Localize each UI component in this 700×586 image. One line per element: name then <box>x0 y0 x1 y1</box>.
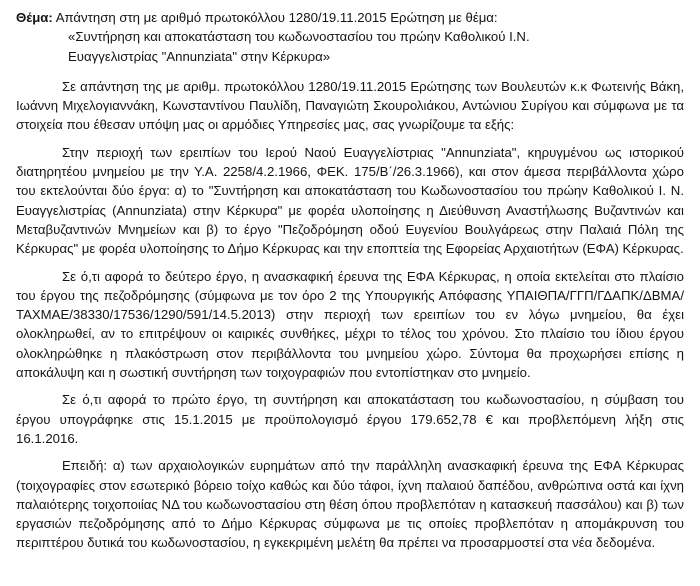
spacer-3 <box>16 259 684 267</box>
paragraph-3: Σε ό,τι αφορά το δεύτερο έργο, η ανασκαφική έρευνα της ΕΦΑ Κέρκυρας, η οποία εκτελείται στο πλαίσιο του έργου της πεζοδρόμησης (σύμφωνα με τον όρο 2 της Υπουργικής Απόφασης ΥΠΑΙΘΠΑ/ΓΓΠ/ΓΔΑΠΚ/ΔΒΜΑ/ΤΑΧΜΑΕ/38330/17536/1290/591/14.5.2013) στην περιοχή των ερειπίων του εν λόγω μνημείου, θα έχει ολοκληρωθεί, αν το επιτρέψουν οι καιρικές συνθήκες, μέχρι το τέλος του χρόνου. Στο πλαίσιο του ίδιου έργου ολοκληρώθηκε η πλακόστρωση στον περιβάλλοντα του μνημείου χώρο. Σύντομα θα προχωρήσει επίσης η αποκάλυψη και η σωστική συντήρηση των τοιχογραφιών που εντοπίστηκαν στο μνημείο. <box>16 268 684 381</box>
paragraph-5: Επειδή: α) των αρχαιολογικών ευρημάτων από την παράλληλη ανασκαφική έρευνα της ΕΦΑ Κέρκυρας (τοιχογραφίες στον εσωτερικό βόρειο τοίχο καθώς και δύο τάφοι, ίχνη παλαιού δαπέδου, ανθρώπινα οστά και ίχνη παλαιότερης τοιχοποιίας ΝΔ του κωδωνοστασίου στη θέση όπου προβλεπόταν η κατασκευή πασσάλου) και β) των εργασιών πεζοδρόμησης από το Δήμο Κέρκυρας σύμφωνα με τις οποίες προβλεπόταν η απομάκρυνση του περιπτέρου δυτικά του κωδωνοστασίου, η εγκεκριμένη μελέτη θα πρέπει να προσαρμοστεί στα νέα δεδομένα. <box>16 458 684 551</box>
subject-quote-line-2: Ευαγγελιστρίας "Annunziata" στην Κέρκυρα» <box>68 48 331 64</box>
paragraph-2: Στην περιοχή των ερειπίων του Ιερού Ναού Ευαγγελίστριας "Annunziata", κηρυγμένου ως ιστορικού διατηρητέου μνημείου με την Υ.Α. 2258/4.2.1966, ΦΕΚ. 175/Β΄/26.3.1966), και στον άμεσα περιβάλλοντα χώρο του εκτελούνται δύο έργα: α) το "Συντήρηση και αποκατάσταση του Κωδωνοστασίου του πρώην Καθολικού Ι. Ν. Ευαγγελιστρίας (Annunziata) στην Κέρκυρα" με φορέα υλοποίησης η Διεύθυνση Αναστήλωσης Βυζαντινών και Μεταβυζαντινών Μνημείων και β) το έργο "Πεζοδρόμηση οδού Ευγενίου Βουλγάρεως στην Παλαιά Πόλη της Κέρκυρας" με φορέα υλοποίησης το Δήμο Κέρκυρας και την εποπτεία της Εφορείας Αρχαιοτήτων (ΕΦΑ) Κέρκυρας. <box>16 144 684 257</box>
subject-first-line <box>16 8 684 27</box>
subject-quote-line-1: «Συντήρηση και αποκατάσταση του κωδωνοστασίου του πρώην Καθολικού Ι.Ν. <box>68 29 530 45</box>
spacer-5 <box>16 448 684 456</box>
subject-label: Θέμα: <box>16 10 53 25</box>
paragraph-1: Σε απάντηση της με αριθμ. πρωτοκόλλου 1280/19.11.2015 Ερώτησης των Βουλευτών κ.κ Φωτεινής Βάκη, Ιωάννη Μιχελογιαννάκη, Κωνσταντίνου Παυλίδη, Παναγιώτη Σκουρολιάκου, Αντώνιου Συρίγου και σύμφωνα με τα στοιχεία που έθεσαν υπόψη μας οι αρμόδιες Υπηρεσίες μας, σας γνωρίζουμε τα εξής: <box>16 78 684 133</box>
subject-block <box>16 8 684 66</box>
subject-line-1: Απάντηση στη με αριθμό πρωτοκόλλου 1280/19.11.2015 Ερώτηση με θέμα: <box>55 10 498 25</box>
spacer-4 <box>16 382 684 390</box>
document-body <box>16 8 684 553</box>
paragraph-4: Σε ό,τι αφορά το πρώτο έργο, τη συντήρηση και αποκατάσταση του κωδωνοστασίου, η σύμβαση του έργου υπογράφηκε στις 15.1.2015 με προϋπολογισμό έργου 179.652,78 € και προβλεπόμενη λήξη στις 16.1.2016. <box>16 392 684 446</box>
spacer-2 <box>16 135 684 143</box>
spacer-1 <box>16 66 684 77</box>
